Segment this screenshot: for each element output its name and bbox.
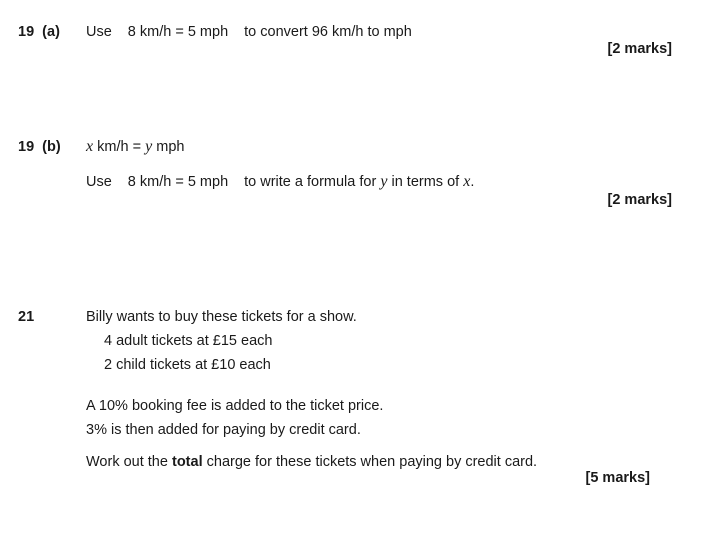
instruction-variable-x: x <box>463 173 471 190</box>
ticket-line-child: 2 child tickets at £10 each <box>104 357 271 373</box>
question-19b-instruction-start: to write a formula for <box>244 174 377 190</box>
credit-card-line: 3% is then added for paying by credit card. <box>86 422 361 438</box>
variable-y: y <box>145 138 153 155</box>
instruction-variable-y: y <box>380 173 388 190</box>
question-19b-instruction-end: . <box>470 174 475 190</box>
question-19a-equivalence: 8 km/h = 5 mph <box>127 24 229 40</box>
task-bold-word: total <box>171 454 203 470</box>
question-19a-text <box>86 23 412 41</box>
question-21-task <box>86 453 537 471</box>
booking-fee-line: A 10% booking fee is added to the ticket price. <box>86 398 384 414</box>
question-21-number: 21 <box>18 309 35 325</box>
unit-mph: mph <box>156 139 185 155</box>
ticket-line-adult: 4 adult tickets at £15 each <box>104 333 273 349</box>
question-19b-equivalence: 8 km/h = 5 mph <box>127 174 229 190</box>
unit-kmh: km/h = <box>97 139 142 155</box>
question-19b-instruction-middle: in terms of <box>391 174 460 190</box>
task-end: charge for these tickets when paying by credit card. <box>206 454 538 470</box>
question-19b-relation <box>86 138 184 156</box>
question-19a-use-word: Use <box>86 24 112 40</box>
question-19b-number: 19 (b) <box>18 139 61 155</box>
question-19b-use-word: Use <box>86 174 112 190</box>
task-start: Work out the <box>86 454 168 470</box>
question-19a-instruction: to convert 96 km/h to mph <box>244 24 412 40</box>
question-19b-marks: [2 marks] <box>607 192 672 208</box>
question-19a-number: 19 (a) <box>18 24 60 40</box>
question-21-marks: [5 marks] <box>585 470 650 486</box>
question-19b-instruction <box>86 173 474 191</box>
variable-x: x <box>86 138 94 155</box>
question-21-intro: Billy wants to buy these tickets for a show. <box>86 309 357 325</box>
question-19a-marks: [2 marks] <box>607 41 672 57</box>
